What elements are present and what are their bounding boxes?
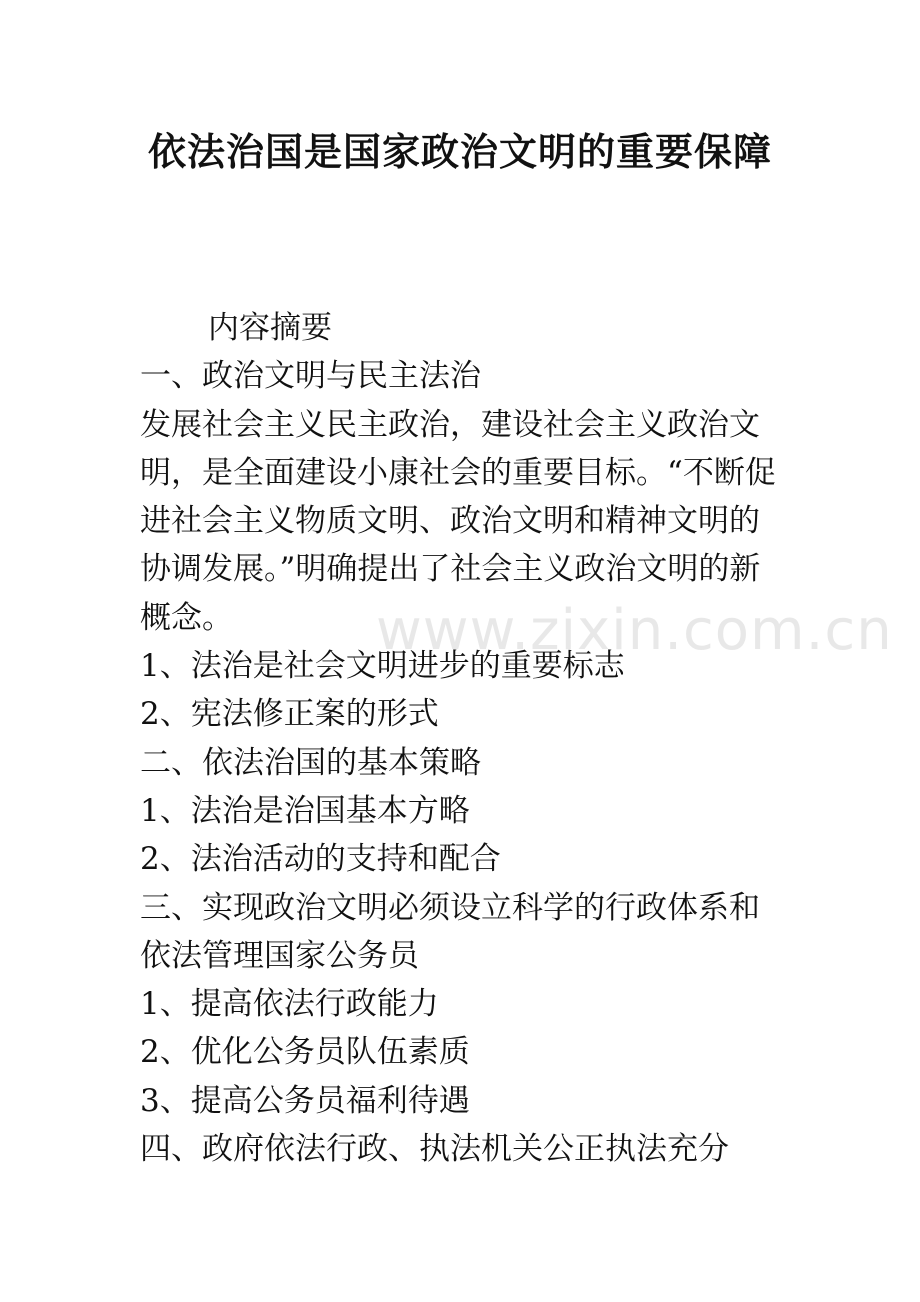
document-title: 依法治国是国家政治文明的重要保障 — [147, 130, 772, 174]
subsection-item: 1、提高依法行政能力 — [140, 986, 439, 1023]
watermark: www.zixin.com.cn — [376, 598, 893, 663]
section-heading-1: 一、政治文明与民主法治 — [140, 358, 481, 395]
subsection-item: 3、提高公务员福利待遇 — [140, 1082, 470, 1119]
subsection-item: 1、法治是治国基本方略 — [140, 792, 470, 829]
body-paragraph: 发展社会主义民主政治，建设社会主义政治文明，是全面建设小康社会的重要目标。“不断促进社会主义物质文明、政治文明和精神文明的协调发展。”明确提出了社会主义政治文明的新概念。 — [140, 406, 776, 636]
subsection-item: 2、宪法修正案的形式 — [140, 696, 439, 733]
section-heading-4: 四、政府依法行政、执法机关公正执法充分 — [140, 1131, 729, 1168]
subsection-item: 2、优化公务员队伍素质 — [140, 1034, 470, 1071]
abstract-heading: 内容摘要 — [208, 310, 332, 346]
section-heading-2: 二、依法治国的基本策略 — [140, 744, 481, 781]
subsection-item: 2、法治活动的支持和配合 — [140, 841, 501, 878]
subsection-item: 1、法治是社会文明进步的重要标志 — [140, 648, 625, 685]
document-body — [140, 304, 790, 1173]
section-heading-3: 三、实现政治文明必须设立科学的行政体系和依法管理国家公务员 — [140, 889, 760, 974]
